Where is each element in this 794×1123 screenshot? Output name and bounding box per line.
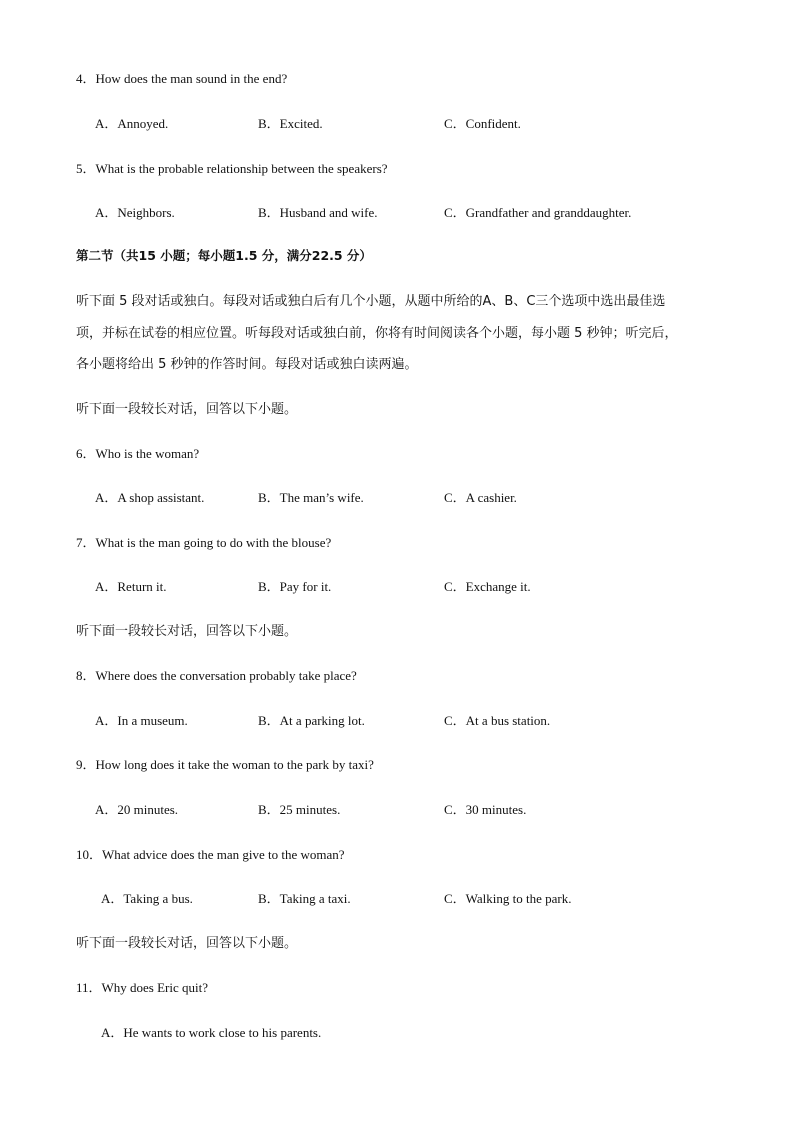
question-7-option-a: A．Return it.: [95, 579, 167, 594]
question-5-option-a: A．Neighbors.: [95, 205, 175, 220]
long-dialogue-prompt-3: 听下面一段较长对话，回答以下小题。: [76, 936, 298, 951]
section-title: 第二节（共15 小题；每小题1.5 分，满分22.5 分）: [76, 248, 372, 263]
question-10-option-b: B．Taking a taxi.: [258, 891, 351, 906]
long-dialogue-prompt-1: 听下面一段较长对话，回答以下小题。: [76, 402, 298, 417]
question-4-option-c: C．Confident.: [444, 116, 521, 131]
question-8-option-a: A．In a museum.: [95, 713, 188, 728]
question-7-option-b: B．Pay for it.: [258, 579, 332, 594]
question-9-option-a: A．20 minutes.: [95, 802, 179, 817]
question-5-option-b: B．Husband and wife.: [258, 205, 378, 220]
instructions-line-2: 项，并标在试卷的相应位置。听每段对话或独白前，你将有时间阅读各个小题，每小题 5 秒钟；听完后，: [76, 326, 678, 341]
question-9-option-b: B．25 minutes.: [258, 802, 341, 817]
instructions-line-3: 各小题将给出 5 秒钟的作答时间。每段对话或独白读两遍。: [76, 357, 418, 372]
question-6-stem: 6．Who is the woman?: [76, 446, 200, 461]
question-4-option-a: A．Annoyed.: [95, 116, 169, 131]
question-5-stem: 5．What is the probable relationship between the speakers?: [76, 161, 388, 176]
question-6-option-a: A．A shop assistant.: [95, 490, 205, 505]
question-9-stem: 9．How long does it take the woman to the park by taxi?: [76, 757, 374, 772]
question-6-option-b: B．The man’s wife.: [258, 490, 364, 505]
question-6-option-c: C．A cashier.: [444, 490, 517, 505]
question-10-option-c: C．Walking to the park.: [444, 891, 572, 906]
question-8-option-c: C．At a bus station.: [444, 713, 551, 728]
question-9-option-c: C．30 minutes.: [444, 802, 527, 817]
question-8-stem: 8．Where does the conversation probably take place?: [76, 668, 357, 683]
long-dialogue-prompt-2: 听下面一段较长对话，回答以下小题。: [76, 624, 298, 639]
instructions-line-1: 听下面 5 段对话或独白。每段对话或独白后有几个小题，从题中所给的A、B、C三个选项中选出最佳选: [76, 294, 666, 309]
question-10-option-a: A．Taking a bus.: [101, 891, 193, 906]
question-10-stem: 10．What advice does the man give to the woman?: [76, 847, 345, 862]
question-4-option-b: B．Excited.: [258, 116, 323, 131]
question-11-stem: 11．Why does Eric quit?: [76, 980, 209, 995]
question-7-option-c: C．Exchange it.: [444, 579, 531, 594]
question-4-stem: 4．How does the man sound in the end?: [76, 71, 288, 86]
question-5-option-c: C．Grandfather and granddaughter.: [444, 205, 632, 220]
question-7-stem: 7．What is the man going to do with the blouse?: [76, 535, 332, 550]
question-11-option-a: A．He wants to work close to his parents.: [101, 1025, 322, 1040]
question-8-option-b: B．At a parking lot.: [258, 713, 365, 728]
